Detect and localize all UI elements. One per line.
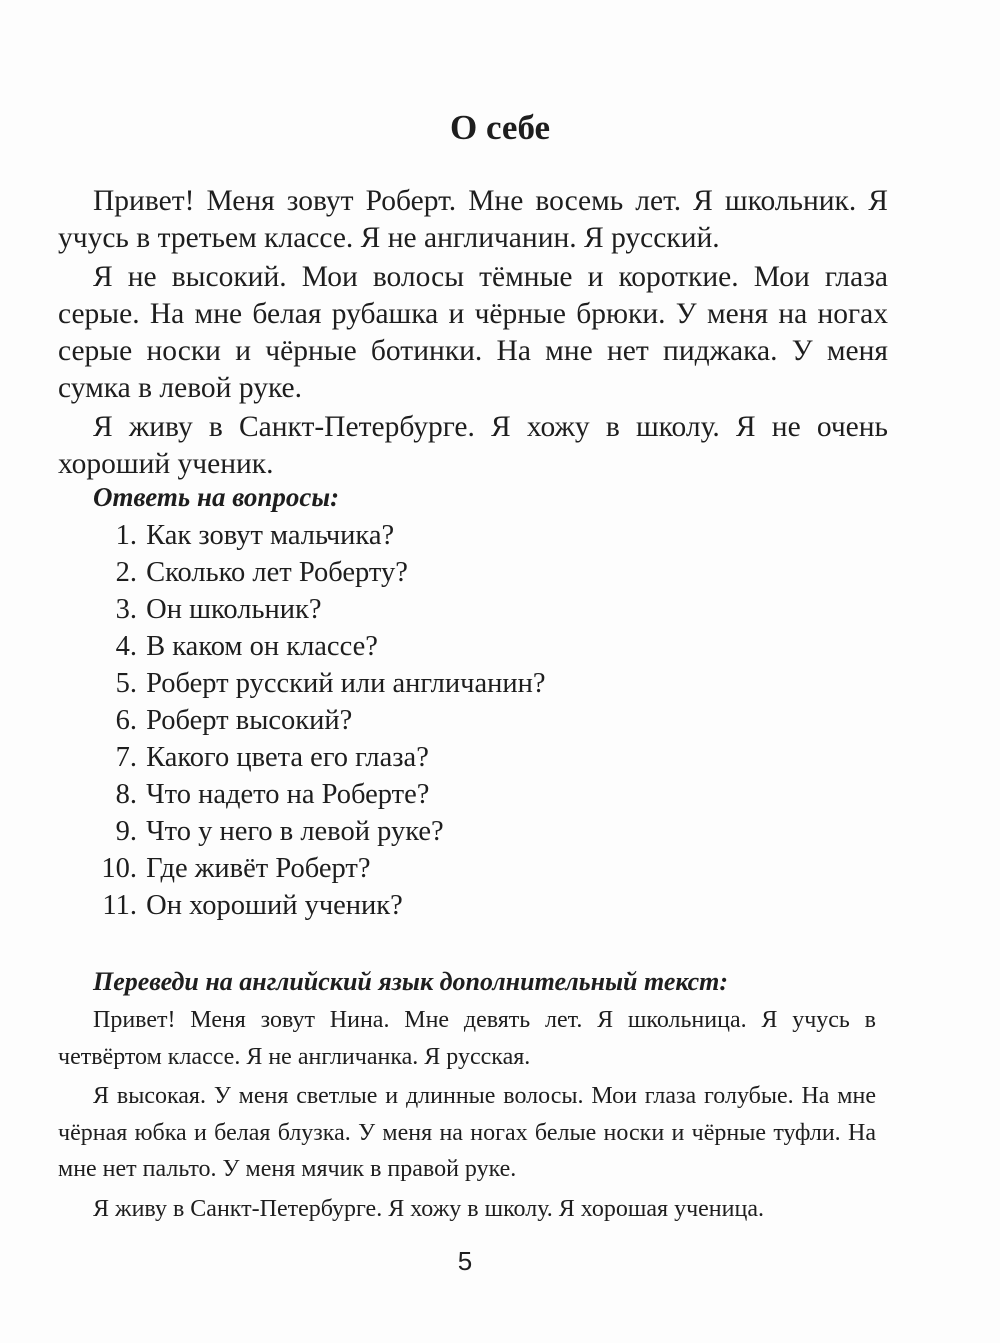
question-item [93,776,546,813]
question-number: 3. [115,594,137,625]
question-text: Где живёт Роберт? [146,853,371,884]
question-text: Что надето на Роберте? [146,779,430,810]
main-text [58,183,888,483]
paragraph: Я высокая. У меня светлые и длинные волосы. Мои глаза голубые. На мне чёрная юбка и белая блузка. У меня на ногах белые носки и чёрные туфли. На мне нет пальто. У меня мячик в правой руке. [58,1083,876,1182]
paragraph: Привет! Меня зовут Роберт. Мне восемь лет. Я школьник. Я учусь в третьем классе. Я не англичанин. Я русский. [58,185,888,254]
question-text: В каком он классе? [146,631,378,662]
question-item [93,813,546,850]
extra-text [58,1002,876,1227]
question-item [93,887,546,924]
question-text: Как зовут мальчика? [146,520,395,551]
question-text: Что у него в левой руке? [146,816,444,847]
question-number: 8. [115,779,137,810]
page-number: 5 [457,1246,473,1276]
question-item [93,517,546,554]
question-number: 11. [102,890,137,921]
paragraph: Привет! Меня зовут Нина. Мне девять лет. Я школьница. Я учусь в четвёртом классе. Я не англичанка. Я русская. [58,1007,876,1070]
questions-list [93,517,546,924]
paragraph: Я не высокий. Мои волосы тёмные и короткие. Мои глаза серые. На мне белая рубашка и чёрные брюки. У меня на ногах серые носки и чёрные ботинки. На мне нет пиджака. У меня сумка в левой руке. [58,261,888,404]
question-number: 7. [115,742,137,773]
question-number: 6. [115,705,137,736]
question-item [93,702,546,739]
translate-heading: Переведи на английский язык дополнительный текст: [93,967,729,996]
question-text: Он хороший ученик? [146,890,403,921]
question-number: 5. [115,668,137,699]
question-number: 1. [115,520,137,551]
question-item [93,591,546,628]
question-text: Он школьник? [146,594,322,625]
question-text: Какого цвета его глаза? [146,742,429,773]
question-text: Роберт русский или англичанин? [146,668,546,699]
question-text: Роберт высокий? [146,705,353,736]
question-item [93,628,546,665]
question-number: 9. [115,816,137,847]
question-item [93,850,546,887]
paragraph: Я живу в Санкт-Петербурге. Я хожу в школу. Я не очень хороший ученик. [58,411,888,480]
question-number: 4. [115,631,137,662]
question-item [93,665,546,702]
question-item [93,739,546,776]
question-text: Сколько лет Роберту? [146,557,408,588]
paragraph: Я живу в Санкт-Петербурге. Я хожу в школу. Я хорошая ученица. [93,1195,764,1222]
question-item [93,554,546,591]
page-title: О себе [449,108,551,147]
question-number: 10. [101,853,137,884]
questions-heading: Ответь на вопросы: [93,482,340,512]
question-number: 2. [115,557,137,588]
